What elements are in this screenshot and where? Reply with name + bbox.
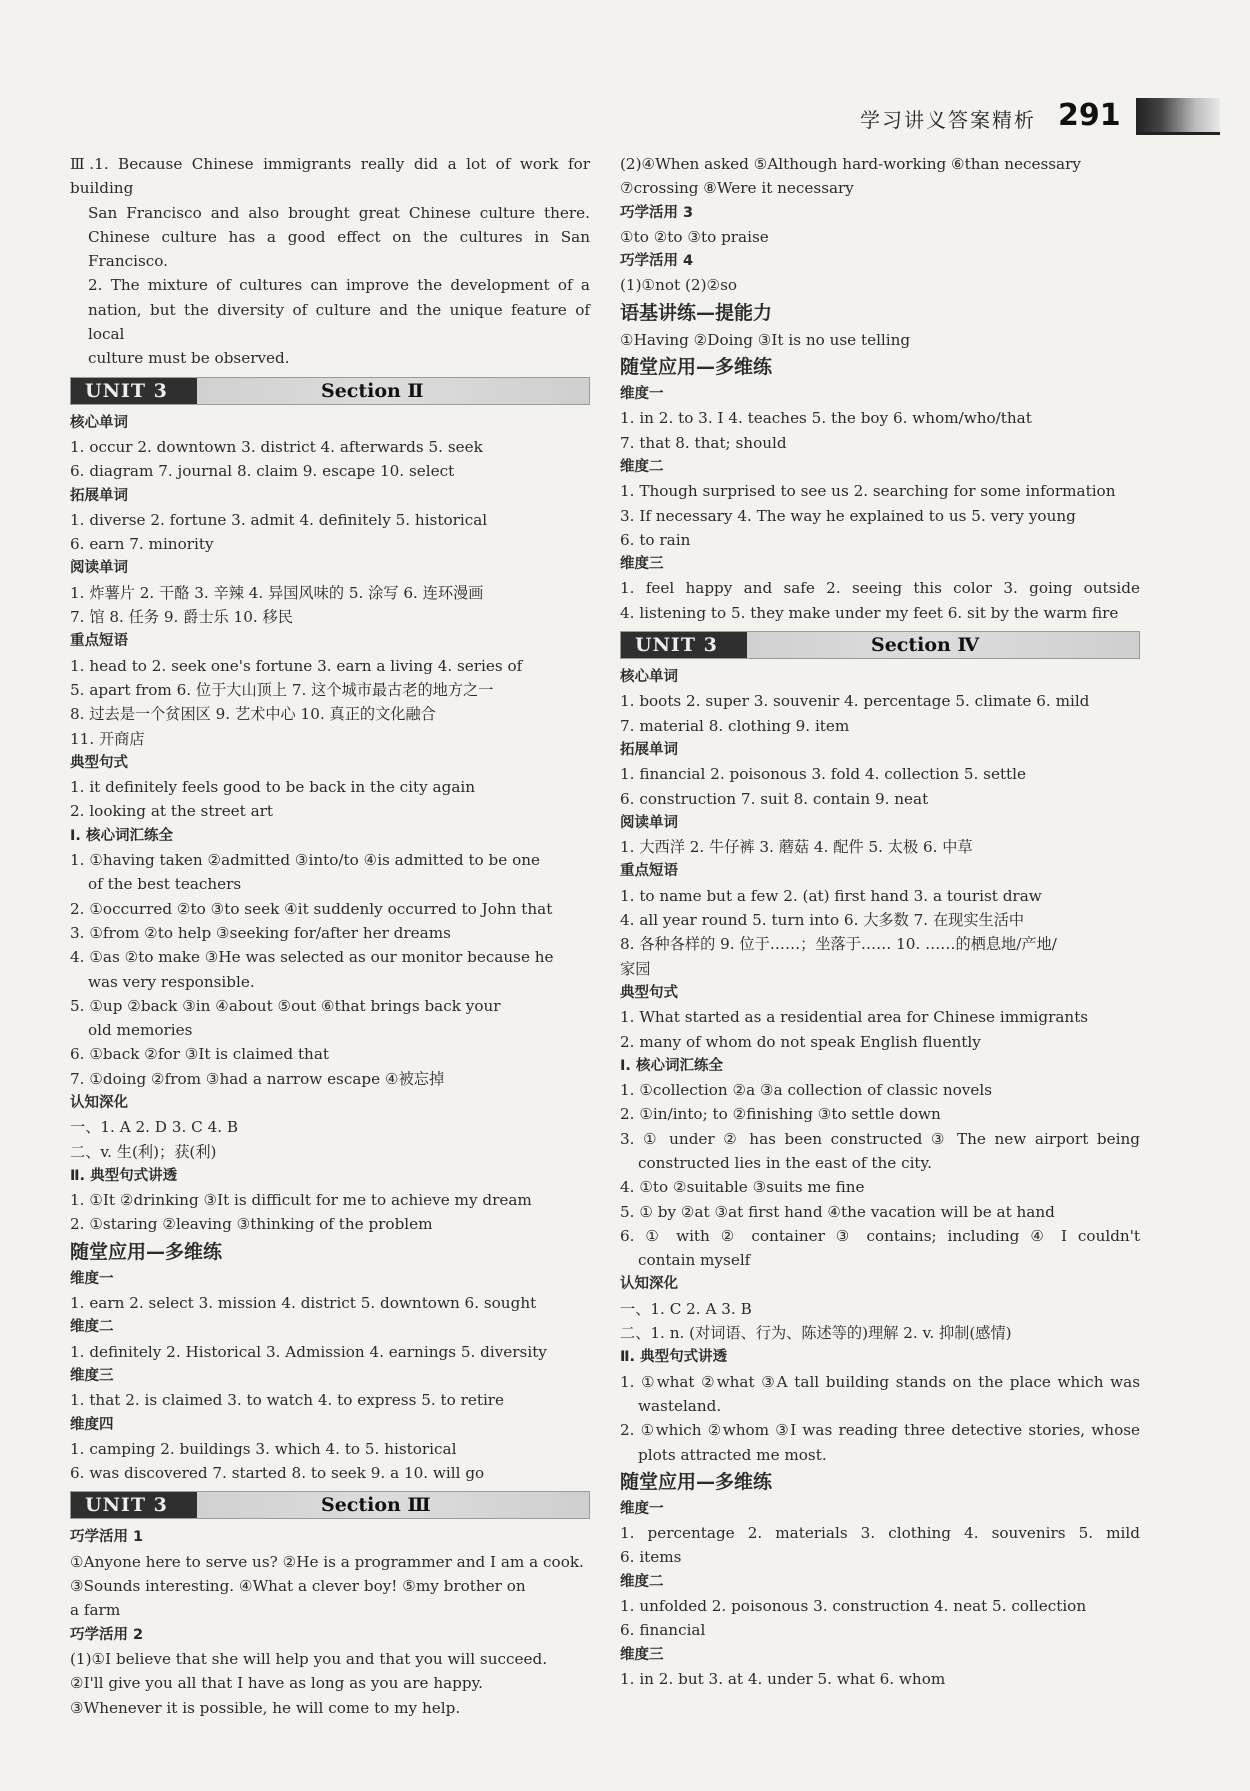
section-heading: 巧学活用 4	[620, 253, 694, 270]
section-heading: 巧学活用 3	[620, 204, 694, 221]
page-number: 291	[1058, 98, 1121, 133]
answer-line: 1. boots 2. super 3. souvenir 4. percentage 5. climate 6. mild	[620, 692, 1090, 711]
section-heading: 维度三	[70, 1367, 114, 1384]
answer-line: ③Sounds interesting. ④What a clever boy! ⑤my brother on	[70, 1577, 526, 1596]
answer-line: 4. ①to ②suitable ③suits me fine	[620, 1178, 865, 1197]
answer-line: (1)①not (2)②so	[620, 276, 738, 295]
section-heading: 核心单词	[70, 414, 128, 431]
answer-line: ①Having ②Doing ③It is no use telling	[620, 330, 911, 349]
answer-line: 1. ①what ②what ③A tall building stands on the place which was	[620, 1372, 1140, 1391]
section-heading: 随堂应用—多维练	[620, 356, 773, 379]
answer-line: 1. What started as a residential area for Chinese immigrants	[620, 1008, 1089, 1027]
section-heading: 维度一	[70, 1270, 114, 1287]
answer-line: 6. ① with ② container ③ contains; including ④ I couldn't	[620, 1226, 1140, 1245]
unit-section-banner	[70, 377, 590, 405]
answer-line: 7. 馆 8. 任务 9. 爵士乐 10. 移民	[70, 608, 293, 627]
unit-section-banner	[620, 631, 1140, 659]
section-heading: Ⅰ. 核心词汇练全	[70, 827, 173, 844]
answer-line: 1. 大西洋 2. 牛仔裤 3. 蘑菇 4. 配件 5. 太极 6. 中草	[620, 838, 973, 857]
section-heading: 核心单词	[620, 669, 678, 686]
answer-line: 1. ①having taken ②admitted ③into/to ④is admitted to be one	[70, 851, 540, 870]
answer-line: old memories	[88, 1021, 193, 1040]
section-heading: 维度一	[620, 1500, 664, 1517]
answer-line: 8. 各种各样的 9. 位于……；坐落于…… 10. ……的栖息地/产地/	[620, 935, 1057, 954]
answer-line: 一、1. C 2. A 3. B	[620, 1299, 752, 1318]
answer-line: 2. ①which ②whom ③I was reading three detective stories, whose	[620, 1421, 1140, 1440]
answer-line: 2. looking at the street art	[70, 802, 274, 821]
answer-line: Chinese culture has a good effect on the cultures in San Francisco.	[88, 227, 590, 271]
answer-line: 4. all year round 5. turn into 6. 大多数 7. 在现实生活中	[620, 911, 1025, 930]
section-heading: 维度一	[620, 386, 664, 403]
answer-line: 1. in 2. but 3. at 4. under 5. what 6. whom	[620, 1669, 946, 1688]
answer-line: 1. diverse 2. fortune 3. admit 4. definitely 5. historical	[70, 510, 488, 529]
section-heading: 维度二	[620, 458, 664, 475]
header-decoration	[1136, 98, 1220, 135]
answer-line: 1. Though surprised to see us 2. searching for some information	[620, 482, 1116, 501]
unit-label: UNIT 3	[621, 632, 747, 658]
answer-line: ③Whenever it is possible, he will come to my help.	[70, 1698, 461, 1717]
answer-line: 6. earn 7. minority	[70, 535, 214, 554]
section-heading: 维度四	[70, 1416, 114, 1433]
answer-line: ⑦crossing ⑧Were it necessary	[620, 179, 854, 198]
answer-line: 4. listening to 5. they make under my feet 6. sit by the warm fire	[620, 603, 1119, 622]
answer-line: 2. ①occurred ②to ③to seek ④it suddenly occurred to John that	[70, 899, 553, 918]
answer-line: 1. to name but a few 2. (at) first hand 3. a tourist draw	[620, 886, 1042, 905]
section-heading: Ⅱ. 典型句式讲透	[620, 1349, 728, 1366]
answer-line: nation, but the diversity of culture and the unique feature of local	[88, 300, 590, 344]
answer-line: 1. percentage 2. materials 3. clothing 4. souvenirs 5. mild	[620, 1524, 1140, 1543]
unit-label: UNIT 3	[71, 1492, 197, 1518]
answer-line: 7. that 8. that; should	[620, 433, 787, 452]
answer-line: 家园	[620, 959, 651, 978]
answer-line: 1. camping 2. buildings 3. which 4. to 5. historical	[70, 1439, 457, 1458]
section-heading: 重点短语	[620, 863, 678, 880]
section-heading: Ⅱ. 典型句式讲透	[70, 1167, 178, 1184]
answer-line: 2. ①in/into; to ②finishing ③to settle down	[620, 1105, 941, 1124]
section-heading: Ⅰ. 核心词汇练全	[620, 1057, 723, 1074]
answer-line: 1. it definitely feels good to be back in the city again	[70, 778, 476, 797]
header-title: 学习讲义答案精析	[860, 108, 1036, 132]
section-heading: 典型句式	[620, 984, 678, 1001]
section-heading: 巧学活用 1	[70, 1529, 144, 1546]
unit-section-banner	[70, 1491, 590, 1519]
answer-line: 二、1. n. (对词语、行为、陈述等的)理解 2. v. 抑制(感情)	[620, 1324, 1012, 1343]
answer-line: 1. financial 2. poisonous 3. fold 4. collection 5. settle	[620, 765, 1027, 784]
answer-line: 7. material 8. clothing 9. item	[620, 716, 850, 735]
answer-line: 5. ①up ②back ③in ④about ⑤out ⑥that brings back your	[70, 996, 501, 1015]
unit-label: UNIT 3	[71, 378, 197, 404]
answer-line: 1. feel happy and safe 2. seeing this color 3. going outside	[620, 579, 1140, 598]
answer-line: 6. was discovered 7. started 8. to seek 9. a 10. will go	[70, 1464, 485, 1483]
section-heading: 阅读单词	[70, 560, 128, 577]
answer-line: Ⅲ.1. Because Chinese immigrants really did a lot of work for building	[70, 155, 590, 198]
answer-line: 2. many of whom do not speak English fluently	[620, 1032, 981, 1051]
answer-line: 3. ①from ②to help ③seeking for/after her dreams	[70, 923, 451, 942]
answer-line: 5. apart from 6. 位于大山顶上 7. 这个城市最古老的地方之一	[70, 680, 494, 699]
section-heading: 维度三	[620, 1646, 664, 1663]
answer-line: 5. ① by ②at ③at first hand ④the vacation will be at hand	[620, 1202, 1055, 1221]
answer-line: 1. head to 2. seek one's fortune 3. earn a living 4. series of	[70, 656, 523, 675]
answer-line: 6. diagram 7. journal 8. claim 9. escape 10. select	[70, 462, 455, 481]
answer-line: 1. in 2. to 3. I 4. teaches 5. the boy 6. whom/who/that	[620, 409, 1032, 428]
section-heading: 随堂应用—多维练	[70, 1240, 223, 1263]
answer-line: 8. 过去是一个贫困区 9. 艺术中心 10. 真正的文化融合	[70, 705, 436, 724]
section-heading: 认知深化	[70, 1094, 128, 1111]
answer-line: wasteland.	[638, 1396, 722, 1415]
answer-line: 6. items	[620, 1548, 682, 1567]
answer-line: 3. ① under ② has been constructed ③ The new airport being	[620, 1129, 1140, 1148]
answer-line: 一、1. A 2. D 3. C 4. B	[70, 1118, 239, 1137]
section-heading: 语基讲练—提能力	[620, 301, 773, 324]
section-heading: 维度二	[620, 1573, 664, 1590]
section-heading: 典型句式	[70, 754, 128, 771]
answer-line: contain myself	[638, 1251, 751, 1270]
right-column	[620, 152, 1140, 1691]
section-label: Section Ⅳ	[871, 634, 980, 657]
answer-line: 6. construction 7. suit 8. contain 9. neat	[620, 789, 929, 808]
left-column	[70, 152, 590, 1720]
answer-line: 1. 炸薯片 2. 干酪 3. 辛辣 4. 异国风味的 5. 涂写 6. 连环漫画	[70, 583, 484, 602]
section-heading: 拓展单词	[70, 487, 128, 504]
section-heading: 重点短语	[70, 633, 128, 650]
answer-line: 2. ①staring ②leaving ③thinking of the problem	[70, 1215, 433, 1234]
answer-line: 11. 开商店	[70, 729, 145, 748]
answer-line: 1. earn 2. select 3. mission 4. district 5. downtown 6. sought	[70, 1294, 537, 1313]
section-heading: 拓展单词	[620, 741, 678, 758]
answer-line: constructed lies in the east of the city.	[638, 1153, 932, 1172]
answer-line: San Francisco and also brought great Chinese culture there.	[88, 203, 590, 222]
answer-line: 1. occur 2. downtown 3. district 4. afterwards 5. seek	[70, 437, 483, 456]
answer-line: 6. to rain	[620, 530, 691, 549]
section-heading: 随堂应用—多维练	[620, 1470, 773, 1493]
answer-line: 1. ①collection ②a ③a collection of classic novels	[620, 1081, 993, 1100]
answer-line: 二、v. 生(利)；获(利)	[70, 1142, 217, 1161]
answer-line: (1)①I believe that she will help you and that you will succeed.	[70, 1649, 548, 1668]
answer-line: 3. If necessary 4. The way he explained to us 5. very young	[620, 506, 1076, 525]
answer-line: ②I'll give you all that I have as long as you are happy.	[70, 1674, 483, 1693]
section-heading: 维度三	[620, 556, 664, 573]
answer-line: culture must be observed.	[88, 349, 290, 368]
section-heading: 阅读单词	[620, 814, 678, 831]
answer-line: was very responsible.	[88, 972, 255, 991]
section-heading: 认知深化	[620, 1276, 678, 1293]
answer-line: 6. financial	[620, 1621, 706, 1640]
section-heading: 维度二	[70, 1319, 114, 1336]
answer-line: 4. ①as ②to make ③He was selected as our monitor because he	[70, 948, 554, 967]
section-heading: 巧学活用 2	[70, 1626, 144, 1643]
answer-line: ①to ②to ③to praise	[620, 227, 769, 246]
answer-line: ①Anyone here to serve us? ②He is a programmer and I am a cook.	[70, 1552, 584, 1571]
answer-line: 1. definitely 2. Historical 3. Admission 4. earnings 5. diversity	[70, 1342, 547, 1361]
answer-line: a farm	[70, 1601, 121, 1620]
section-label: Section Ⅲ	[321, 1494, 431, 1517]
answer-line: 1. that 2. is claimed 3. to watch 4. to express 5. to retire	[70, 1391, 505, 1410]
answer-line: 1. ①It ②drinking ③It is difficult for me to achieve my dream	[70, 1191, 532, 1210]
answer-line: (2)④When asked ⑤Although hard-working ⑥than necessary	[620, 155, 1081, 173]
answer-line: 2. The mixture of cultures can improve the development of a	[88, 276, 590, 295]
answer-line: 1. unfolded 2. poisonous 3. construction 4. neat 5. collection	[620, 1597, 1087, 1616]
answer-line: 7. ①doing ②from ③had a narrow escape ④被忘掉	[70, 1069, 445, 1088]
answer-line: of the best teachers	[88, 875, 242, 894]
page-header	[860, 98, 1220, 138]
section-label: Section Ⅱ	[321, 379, 424, 402]
answer-line: 6. ①back ②for ③It is claimed that	[70, 1045, 329, 1064]
answer-line: plots attracted me most.	[638, 1445, 827, 1464]
